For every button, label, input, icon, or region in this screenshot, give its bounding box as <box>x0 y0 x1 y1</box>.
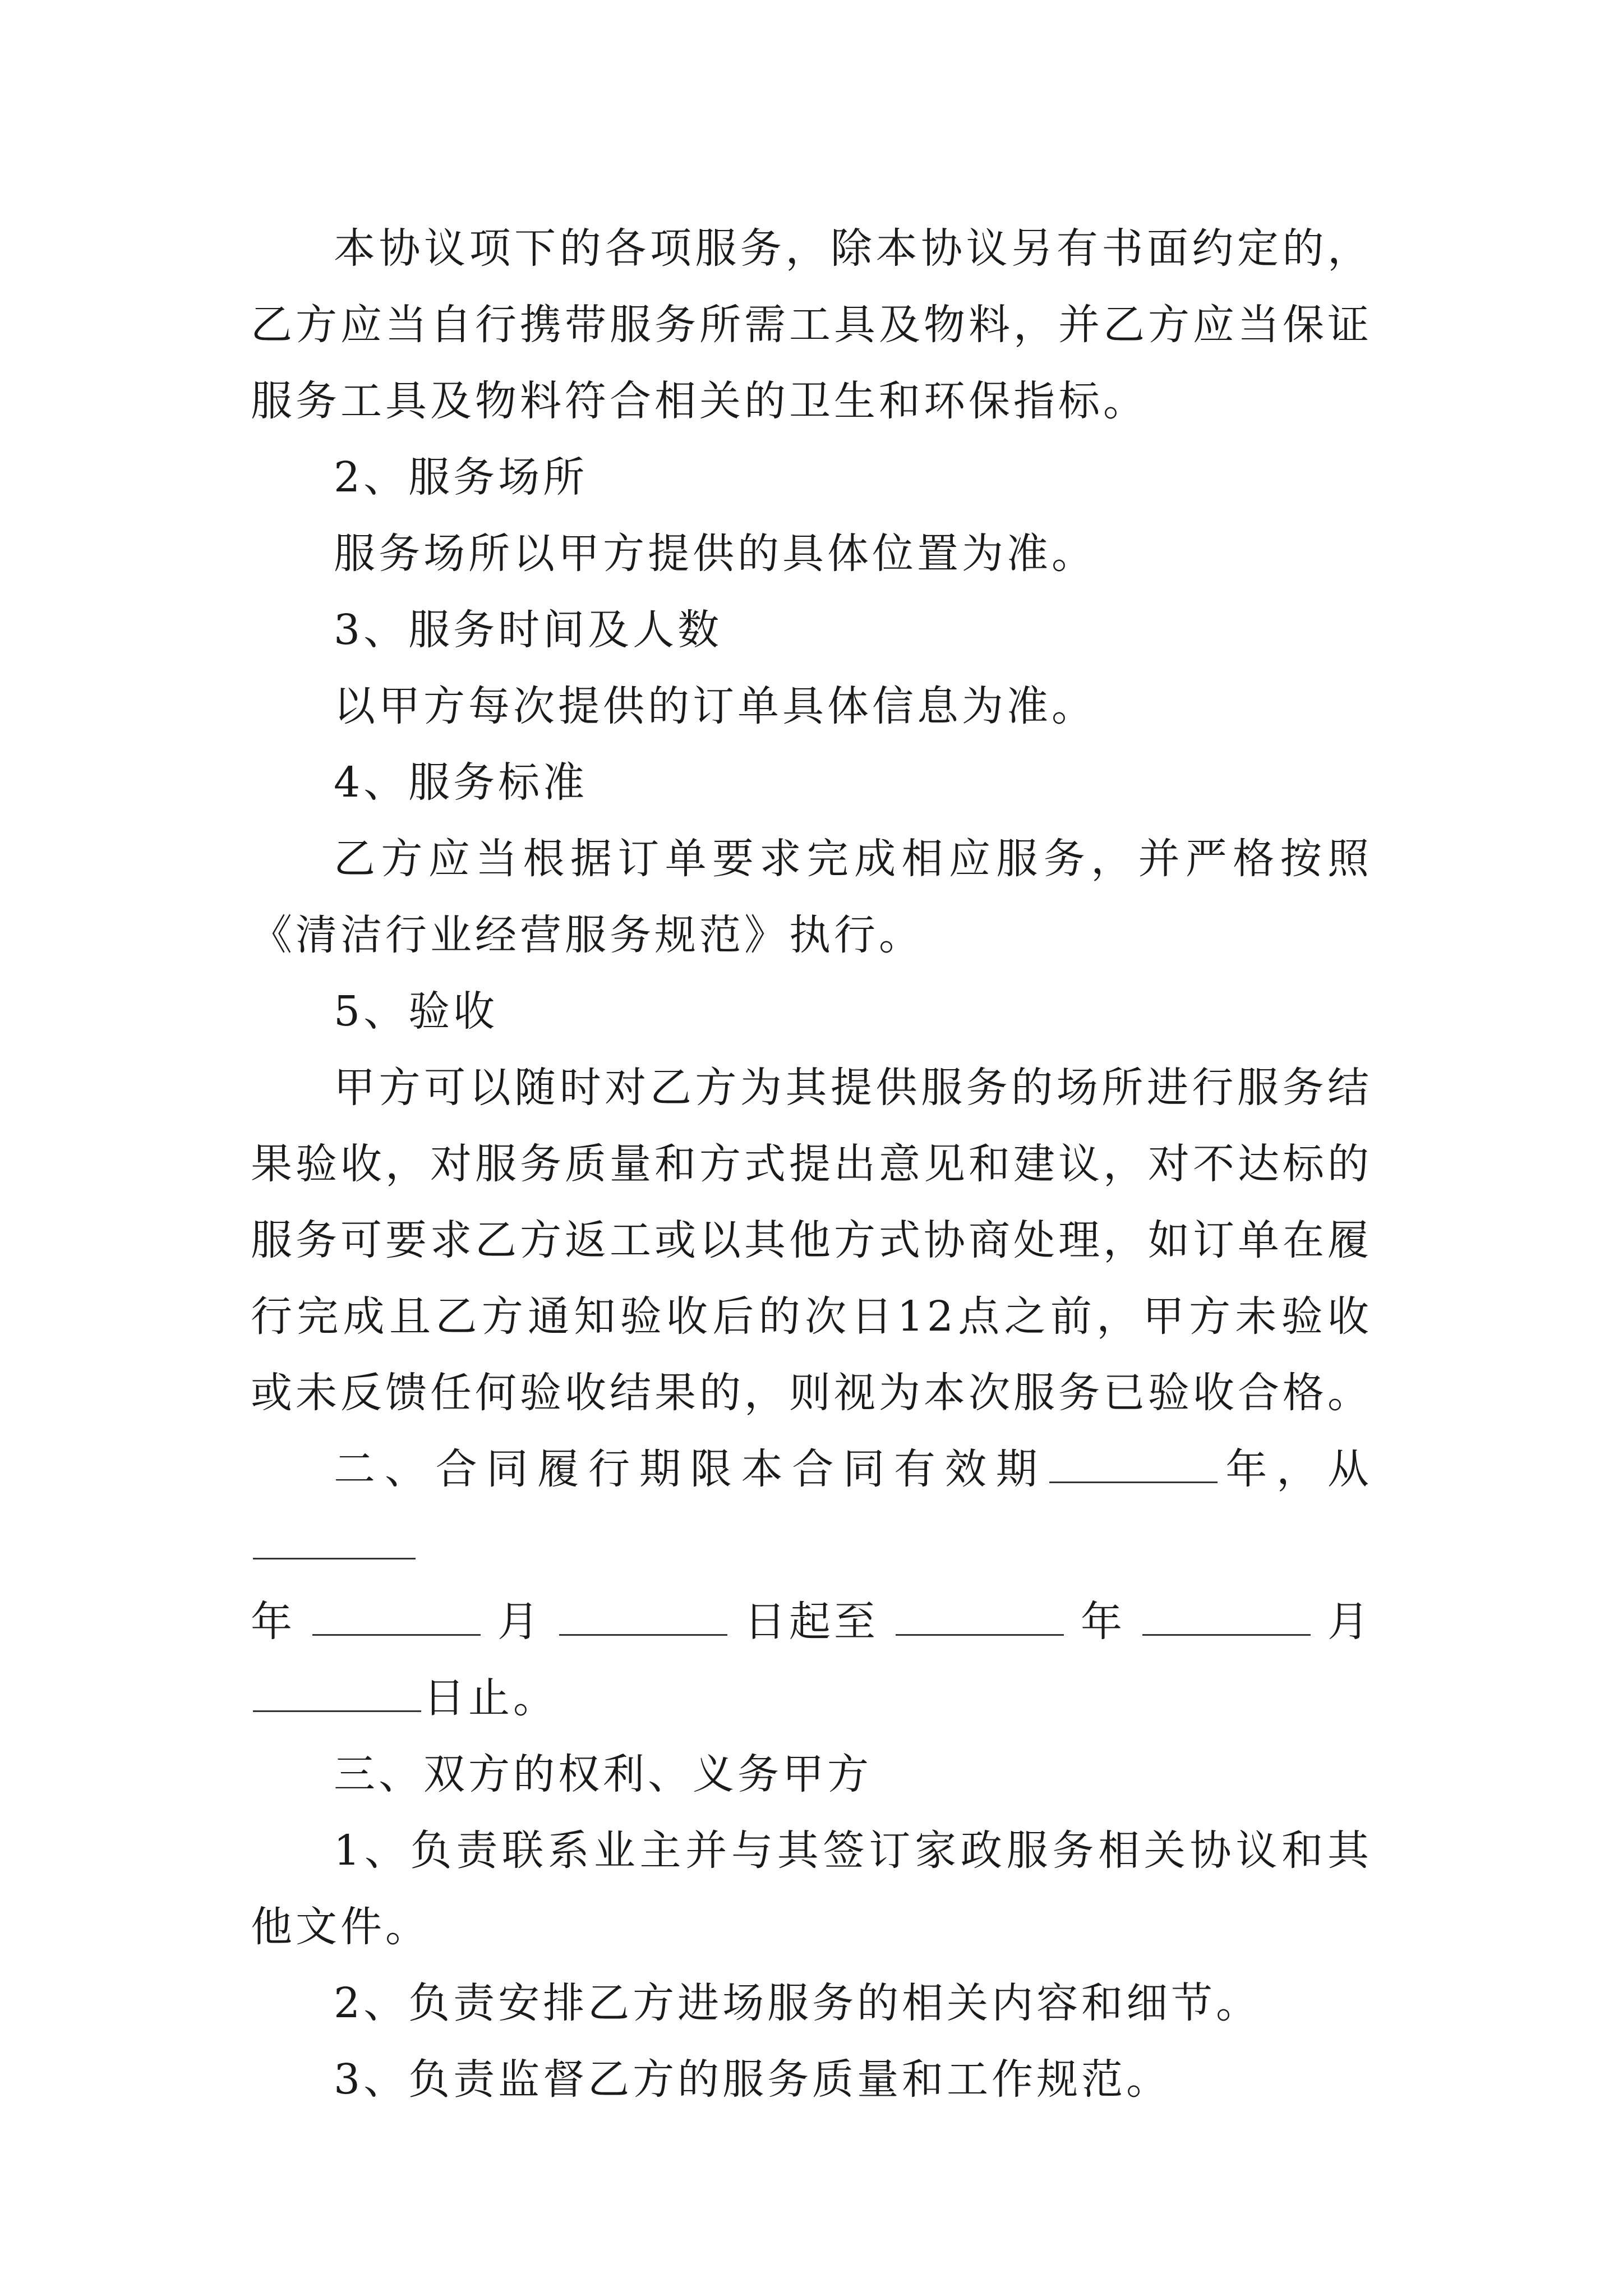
item-1: 1、负责联系业主并与其签订家政服务相关协议和其他文件。 <box>251 1826 1372 1951</box>
heading-rights-obligations: 三、双方的权利、义务甲方 <box>334 1750 872 1798</box>
term-years-blank <box>1049 1440 1218 1483</box>
label-month: 月 <box>497 1598 542 1646</box>
label-month-2: 月 <box>1327 1598 1372 1646</box>
paragraph-service-location: 服务场所以甲方提供的具体位置为准。 <box>334 530 1096 578</box>
label-year-2: 年 <box>1081 1598 1126 1646</box>
document-page <box>251 210 1372 2118</box>
contract-term-lead: 二、合同履行期限本合同有效期 <box>334 1445 1047 1493</box>
heading-service-standard: 4、服务标准 <box>334 758 588 807</box>
end-month-blank <box>1142 1593 1311 1636</box>
heading-service-location: 2、服务场所 <box>334 453 588 501</box>
contract-term-line-3 <box>251 1660 1372 1736</box>
end-day-blank <box>253 1669 421 1712</box>
start-year-blank <box>253 1516 416 1559</box>
item-3: 3、负责监督乙方的服务质量和工作规范。 <box>334 2055 1172 2104</box>
label-end: 日止。 <box>423 1674 558 1722</box>
label-day-from: 日起至 <box>744 1598 879 1646</box>
paragraph-tools-materials: 本协议项下的各项服务，除本协议另有书面约定的，乙方应当自行携带服务所需工具及物料，并乙方应当保证服务工具及物料符合相关的卫生和环保指标。 <box>251 224 1372 425</box>
heading-acceptance: 5、验收 <box>334 987 499 1036</box>
paragraph-acceptance: 甲方可以随时对乙方为其提供服务的场所进行服务结果验收，对服务质量和方式提出意见和建议，对不达标的服务可要求乙方返工或以其他方式协商处理，如订单在履行完成且乙方通知验收后的次日12点之前，甲方未验收或未反馈任何验收结果的，则视为本次服务已验收合格。 <box>251 1064 1372 1417</box>
label-year: 年 <box>251 1598 296 1646</box>
start-month-blank <box>312 1593 481 1636</box>
contract-term-line-1 <box>251 1431 1372 1584</box>
heading-service-time: 3、服务时间及人数 <box>334 606 723 654</box>
paragraph-service-time: 以甲方每次提供的订单具体信息为准。 <box>334 682 1096 730</box>
end-year-blank <box>896 1593 1064 1636</box>
contract-term-from: 年，从 <box>1219 1445 1373 1493</box>
start-day-blank <box>559 1593 727 1636</box>
item-2: 2、负责安排乙方进场服务的相关内容和细节。 <box>334 1979 1261 2027</box>
paragraph-service-standard: 乙方应当根据订单要求完成相应服务，并严格按照《清洁行业经营服务规范》执行。 <box>251 835 1372 959</box>
contract-term-line-2 <box>251 1584 1372 1660</box>
